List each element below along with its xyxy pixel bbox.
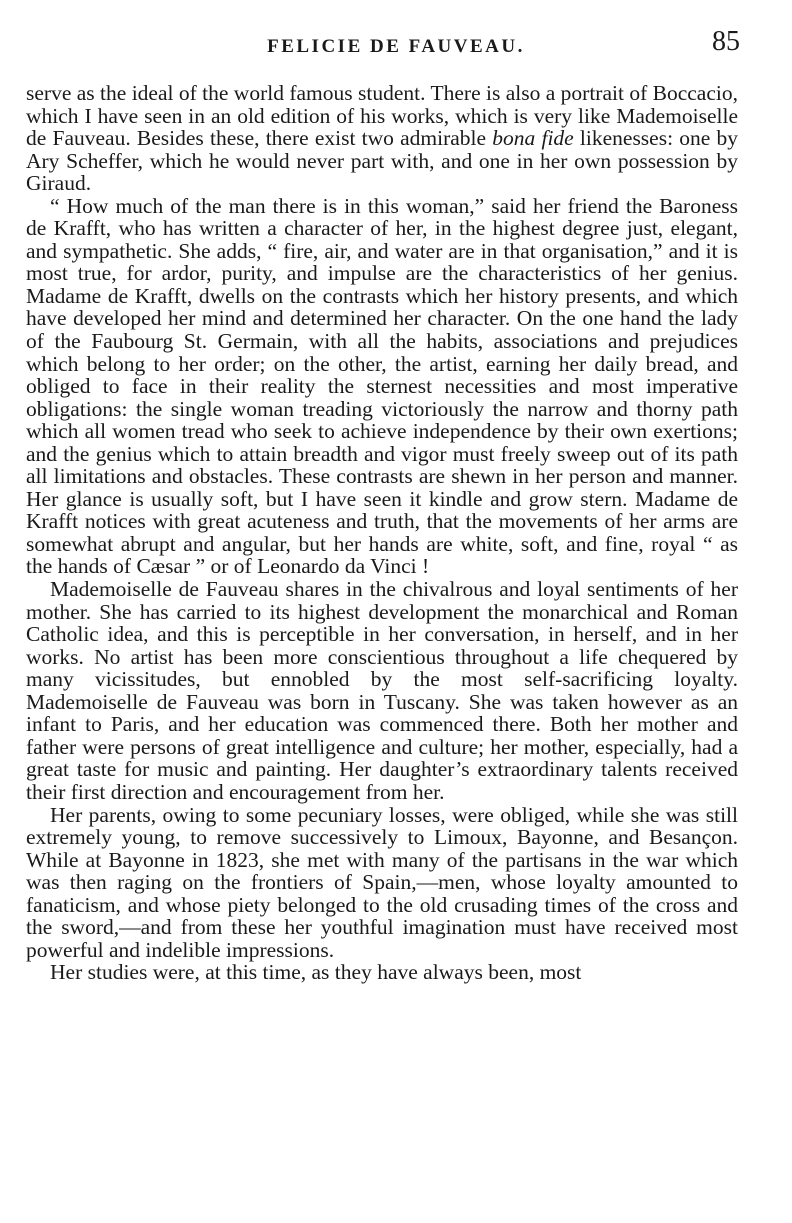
paragraph-3: Mademoiselle de Fauveau shares in the chivalrous and loyal sentiments of her mother. She has carried to its highest development the monarchical and Roman Catholic idea, and this is perceptible in her conversation, in herself, and in her works. No artist has been more conscientious throughout a life chequered by many vicissitudes, but ennobled by the most self-sacrificing loyalty. Mademoiselle de Fauveau was born in Tuscany. She was taken however as an infant to Paris, and her education was commenced there. Both her mother and father were persons of great intelligence and culture; her mother, especially, had a great taste for music and painting. Her daughter’s extraordinary talents received their first direction and encouragement from her. xyxy=(26,577,738,804)
italic-phrase: bona fide xyxy=(492,126,574,151)
running-head xyxy=(0,26,792,66)
paragraph-1-end: likenesses: one by Ary Scheffer, which he would never part with, and one in her own possession by Giraud. xyxy=(26,126,738,196)
page-number: 85 xyxy=(712,26,740,57)
paragraph-1 xyxy=(26,82,738,195)
paragraph-1-text: serve as the ideal of the world famous student. There is also a portrait of Boccacio, which I have seen in an old edition of his works, which is very like Mademoiselle de Fauveau. Besides these, there exist two admirable xyxy=(26,81,738,151)
running-title: FELICIE DE FAUVEAU. xyxy=(267,36,525,57)
paragraph-4: Her parents, owing to some pecuniary losses, were obliged, while she was still extremely young, to remove successively to Limoux, Bayonne, and Besançon. While at Bayonne in 1823, she met with many of the partisans in the war which was then raging on the frontiers of Spain,—men, whose loyalty amounted to fanaticism, and whose piety belonged to the old crusading times of the cross and the sword,—and from these her youthful imagination must have received most powerful and indelible impressions. xyxy=(26,802,738,962)
paragraph-2: “ How much of the man there is in this woman,” said her friend the Baroness de Krafft, who has written a character of her, in the highest degree just, elegant, and sympathetic. She adds, “ fire, air, and water are in that organisation,” and it is most true, for ardor, purity, and impulse are the characteristics of her genius. Madame de Krafft, dwells on the contrasts which her history presents, and which have developed her mind and determined her character. On the one hand the lady of the Faubourg St. Germain, with all the habits, associations and prejudices which belong to her order; on the other, the artist, earning her daily bread, and obliged to face in their reality the sternest necessities and most imperative obligations: the single woman treading victoriously the narrow and thorny path which all women tread who seek to achieve independence by their own exertions; and the genius which to attain breadth and vigor must freely sweep out of its path all limitations and obstacles. These contrasts are shewn in her person and manner. Her glance is usually soft, but I have seen it kindle and grow stern. Madame de Krafft notices with great acuteness and truth, that the movements of her arms are somewhat abrupt and angular, but her hands are white, soft, and fine, royal “ as the hands of Cæsar ” or of Leonardo da Vinci ! xyxy=(26,193,738,579)
paragraph-5: Her studies were, at this time, as they have always been, most xyxy=(50,960,582,985)
body-text xyxy=(26,82,738,984)
